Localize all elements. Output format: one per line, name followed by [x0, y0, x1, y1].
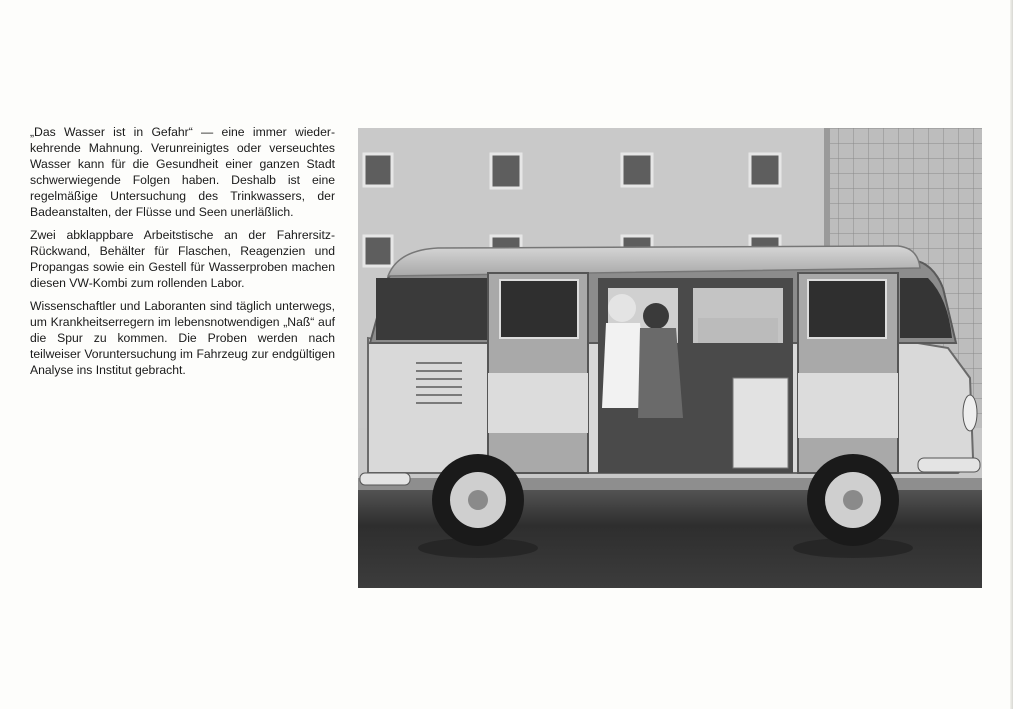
- paragraph-2: Zwei abklappbare Arbeitstische an der Fahrersitz-Rückwand, Behälter für Flaschen, Reagenzien und Propangas sowie ein Gestell für Wasserproben machen diesen VW-Kombi zum rollenden Labor.: [30, 228, 335, 290]
- paragraph-1: „Das Wasser ist in Gefahr“ — eine immer wiederkehrende Mahnung. Verunreinigtes oder verseuchtes Wasser kann für die Gesundheit einer ganzen Stadt schwerwiegende Folgen haben. Deshalb ist eine regelmäßige Untersuchung des Trinkwassers, der Badeanstalten, der Flüsse und Seen unerläßlich.: [30, 125, 335, 219]
- vw-kombi-lab-photo: [358, 128, 982, 588]
- body-text: [30, 124, 335, 385]
- paragraph-3: Wissenschaftler und Laboranten sind täglich unterwegs, um Krankheitserregern im lebensnotwendigen „Naß“ auf die Spur zu kommen. Die Proben werden nach teilweiser Voruntersuchung im Fahrzeug zur endgültigen Analyse ins Institut gebracht.: [30, 299, 335, 377]
